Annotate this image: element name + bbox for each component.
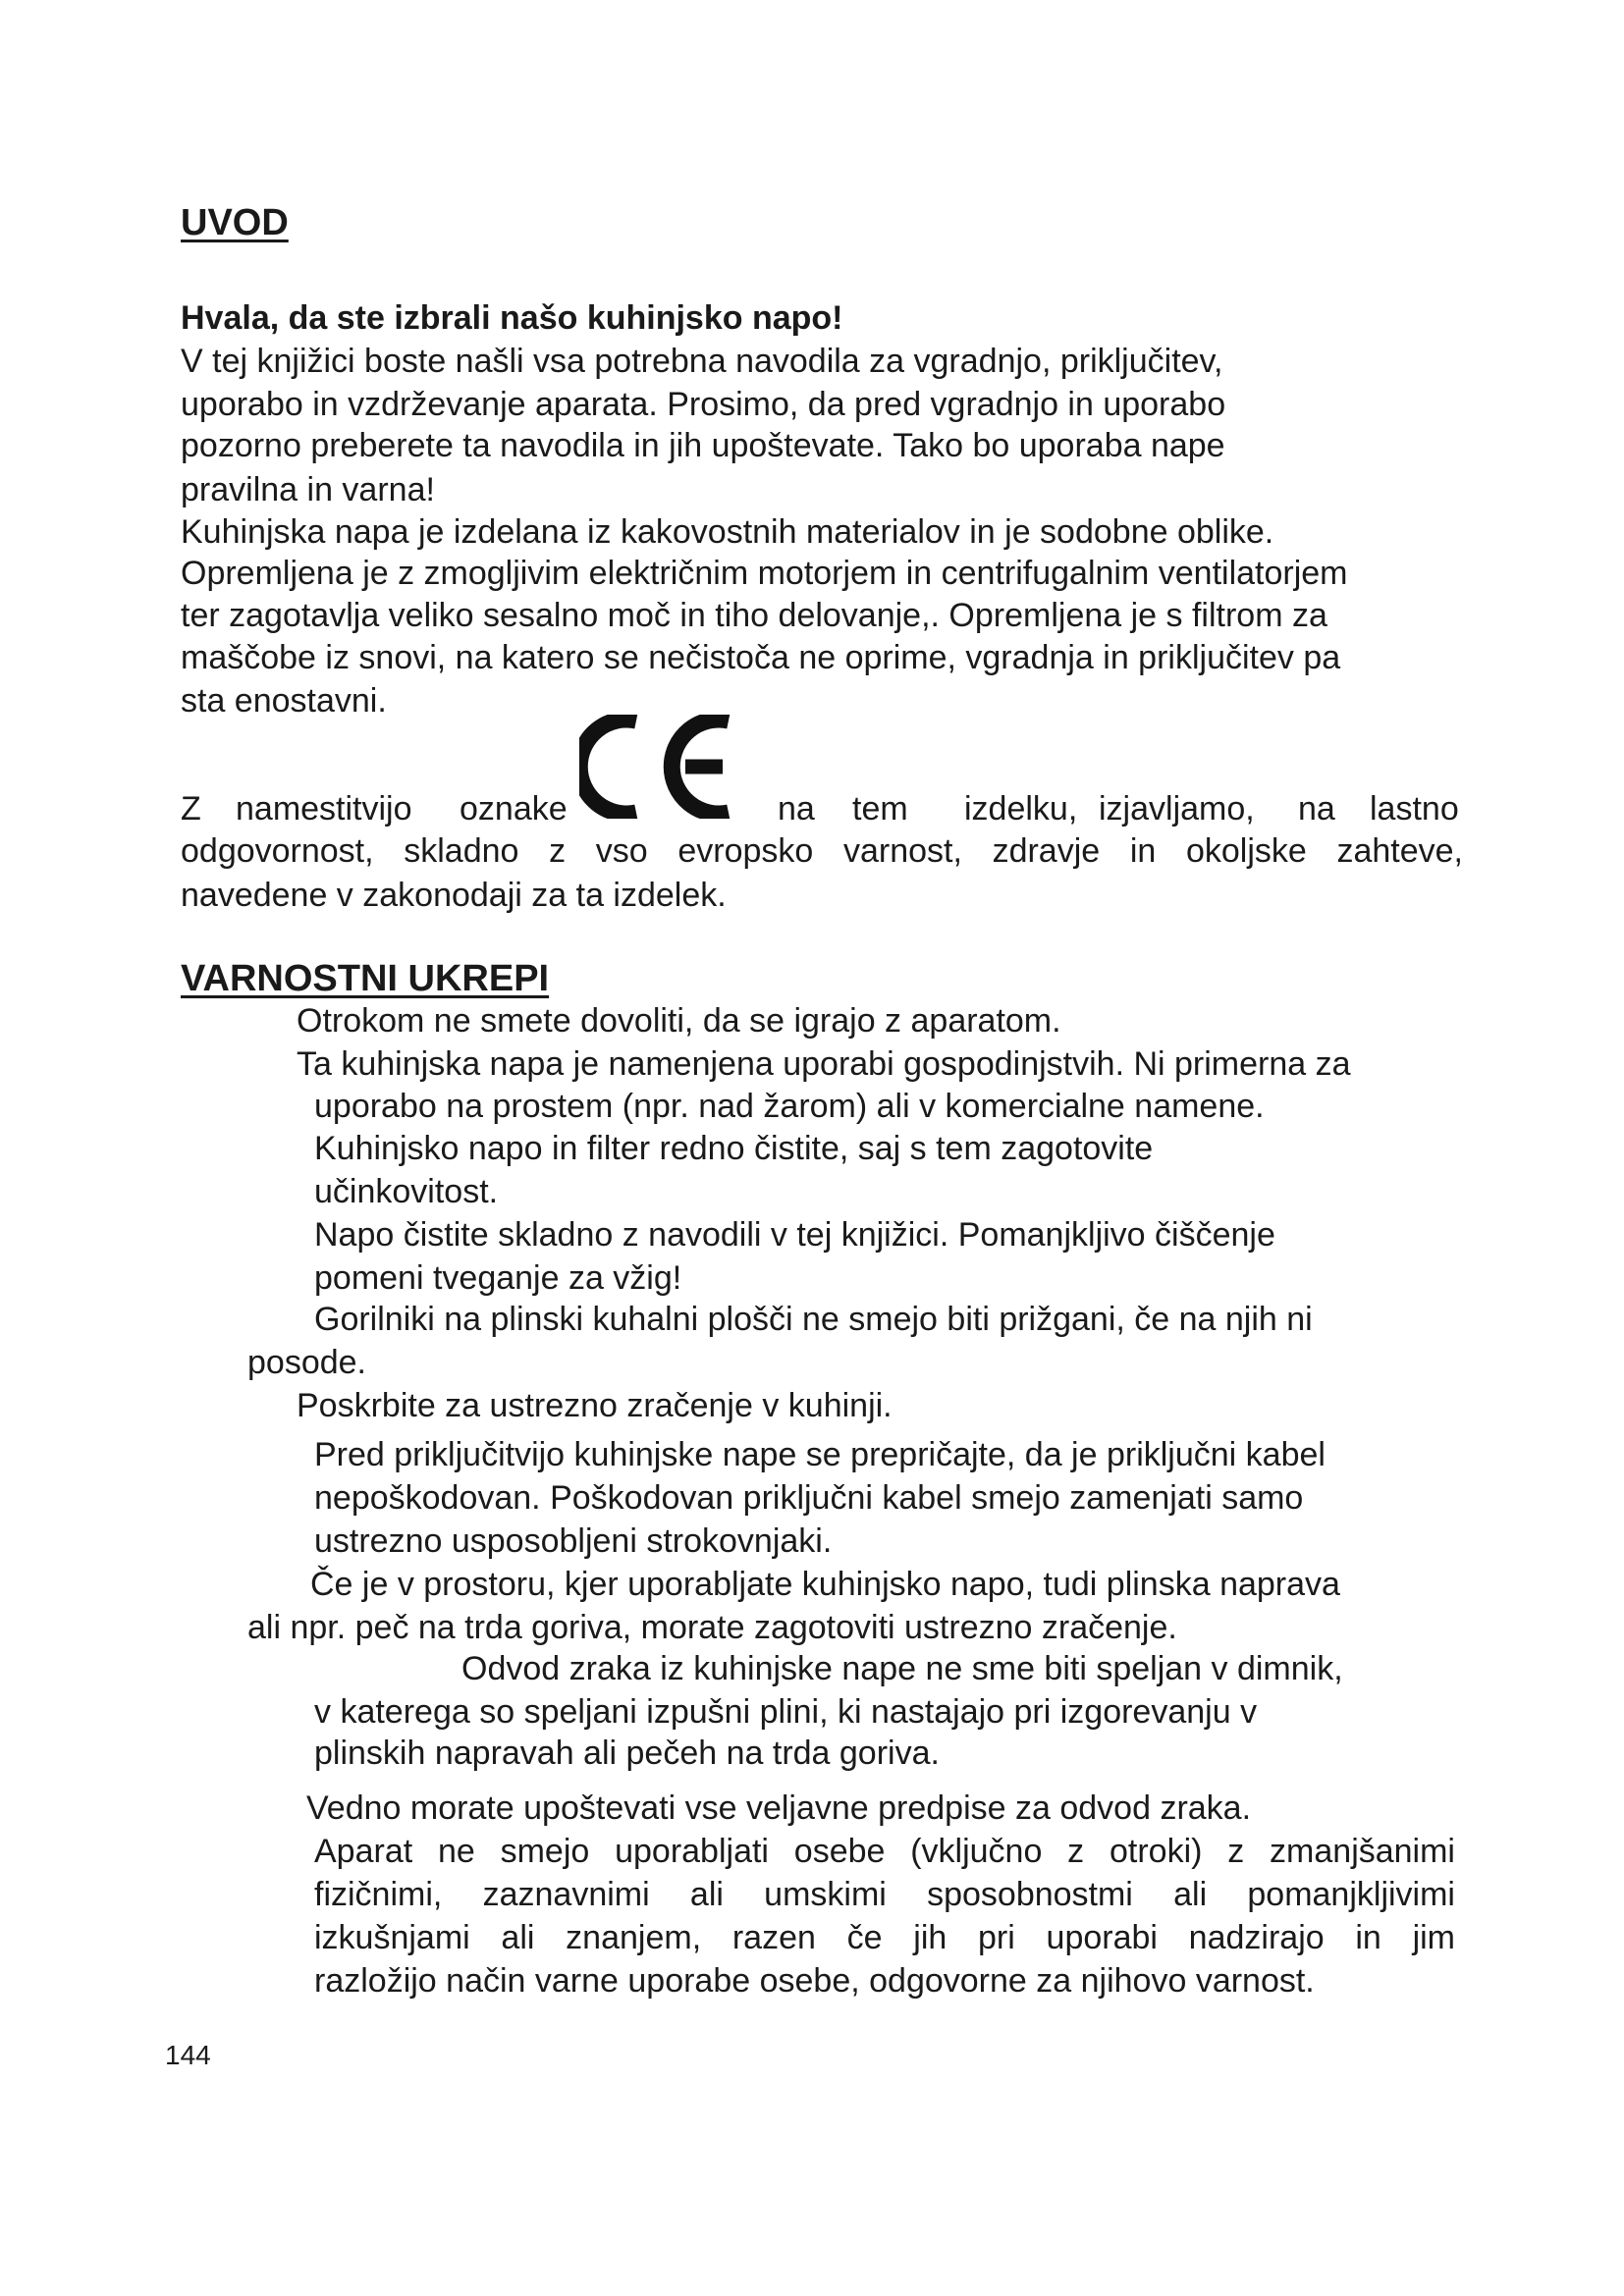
safety-line: ali npr. peč na trda goriva, morate zagotoviti ustrezno zračenje. xyxy=(247,1609,1177,1646)
intro-thanks: Hvala, da ste izbrali našo kuhinjsko napo! xyxy=(181,299,843,337)
ce-word: oznake xyxy=(460,790,568,828)
ce-mark-icon xyxy=(579,715,746,819)
bullet-line: Vedno morate upoštevati vse veljavne predpise za odvod zraka. xyxy=(306,1789,1252,1827)
bullet-line: fizičnimi, zaznavnimi ali umskimi sposobnostmi ali pomanjkljivimi xyxy=(314,1876,1455,1913)
intro-line: pravilna in varna! xyxy=(181,471,435,508)
safety-line: ustrezno usposobljeni strokovnjaki. xyxy=(314,1522,833,1560)
safety-line: Odvod zraka iz kuhinjske nape ne sme biti speljan v dimnik, xyxy=(461,1650,1343,1687)
safety-line: plinskih napravah ali pečeh na trda goriva. xyxy=(314,1735,940,1772)
safety-line: Ta kuhinjska napa je namenjena uporabi gospodinjstvih. Ni primerna za xyxy=(297,1045,1351,1083)
safety-line: Gorilniki na plinski kuhalni plošči ne smejo biti prižgani, če na njih ni xyxy=(314,1301,1313,1338)
safety-line: Kuhinjsko napo in filter redno čistite, saj s tem zagotovite xyxy=(314,1130,1154,1167)
safety-line: Če je v prostoru, kjer uporabljate kuhinjsko napo, tudi plinska naprava xyxy=(310,1566,1340,1603)
intro-line: Kuhinjska napa je izdelana iz kakovostnih materialov in je sodobne oblike. xyxy=(181,513,1274,551)
safety-line: učinkovitost. xyxy=(314,1173,499,1210)
safety-line: Otrokom ne smete dovoliti, da se igrajo z aparatom. xyxy=(297,1002,1061,1040)
bullet-line: razložijo način varne uporabe osebe, odgovorne za njihovo varnost. xyxy=(314,1962,1315,2000)
ce-line: navedene v zakonodaji za ta izdelek. xyxy=(181,877,727,914)
ce-word: tem xyxy=(852,790,908,828)
ce-word: na xyxy=(1298,790,1335,828)
safety-line: pomeni tveganje za vžig! xyxy=(314,1259,682,1297)
page-number: 144 xyxy=(165,2040,211,2070)
intro-heading: UVOD xyxy=(181,202,289,243)
ce-word: Z xyxy=(181,790,201,828)
ce-word: izjavljamo, xyxy=(1099,790,1255,828)
intro-line: Opremljena je z zmogljivim električnim motorjem in centrifugalnim ventilatorjem xyxy=(181,555,1348,592)
safety-line: Pred priključitvijo kuhinjske nape se prepričajte, da je priključni kabel xyxy=(314,1436,1326,1473)
ce-word: na xyxy=(778,790,815,828)
intro-line: sta enostavni. xyxy=(181,682,387,720)
intro-line: maščobe iz snovi, na katero se nečistoča ne oprime, vgradnja in priključitev pa xyxy=(181,639,1341,676)
ce-line: odgovornost, skladno z vso evropsko varnost, zdravje in okoljske zahteve, xyxy=(181,832,1463,870)
ce-word: izdelku, xyxy=(964,790,1078,828)
safety-line: v katerega so speljani izpušni plini, ki nastajajo pri izgorevanju v xyxy=(314,1693,1258,1731)
intro-line: uporabo in vzdrževanje aparata. Prosimo, da pred vgradnjo in uporabo xyxy=(181,386,1226,423)
safety-line: uporabo na prostem (npr. nad žarom) ali v komercialne namene. xyxy=(314,1088,1265,1125)
intro-line: ter zagotavlja veliko sesalno moč in tiho delovanje,. Opremljena je s filtrom za xyxy=(181,597,1327,634)
safety-line: posode. xyxy=(247,1344,366,1381)
safety-line: nepoškodovan. Poškodovan priključni kabel smejo zamenjati samo xyxy=(314,1479,1304,1517)
bullet-line: izkušnjami ali znanjem, razen če jih pri uporabi nadzirajo in jim xyxy=(314,1919,1455,1956)
safety-line: Poskrbite za ustrezno zračenje v kuhinji. xyxy=(297,1387,893,1424)
safety-line: Napo čistite skladno z navodili v tej knjižici. Pomanjkljivo čiščenje xyxy=(314,1216,1275,1254)
intro-line: V tej knjižici boste našli vsa potrebna navodila za vgradnjo, priključitev, xyxy=(181,343,1223,380)
ce-word: lastno xyxy=(1370,790,1459,828)
safety-heading: VARNOSTNI UKREPI xyxy=(181,958,550,999)
intro-line: pozorno preberete ta navodila in jih upoštevate. Tako bo uporaba nape xyxy=(181,427,1225,464)
bullet-line: Aparat ne smejo uporabljati osebe (vključno z otroki) z zmanjšanimi xyxy=(314,1833,1455,1870)
ce-word: namestitvijo xyxy=(236,790,412,828)
